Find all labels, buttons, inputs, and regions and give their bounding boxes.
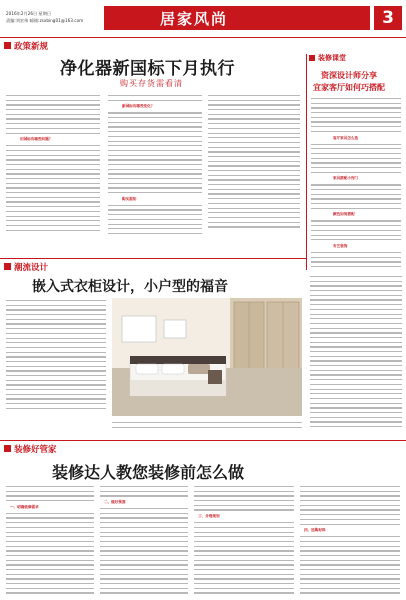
sidebar-subhead-1: 客厅家具怎么选 xyxy=(333,135,359,140)
policy-subhead-3: 购买需知 xyxy=(122,196,137,201)
page-number: 3 xyxy=(374,6,402,30)
bedroom-wardrobe-photo xyxy=(112,298,302,416)
decor-text-col2 xyxy=(100,486,188,597)
section-label-decor: 装修好管家 xyxy=(4,443,57,454)
design-text-col1 xyxy=(6,300,106,413)
policy-subhead: 购买存货需看清 xyxy=(120,79,183,88)
policy-text-col1 xyxy=(6,95,100,234)
design-headline: 嵌入式衣柜设计，小户型的福音 xyxy=(32,279,228,295)
masthead xyxy=(0,0,406,34)
decor-subhead-4: 四、选购材料 xyxy=(304,528,326,533)
sidebar xyxy=(306,54,405,270)
masthead-date: 2016年2月26日 星期日 xyxy=(6,11,52,16)
policy-subhead-1: 旧国标有哪些问题？ xyxy=(20,137,53,142)
design-text-col3 xyxy=(310,276,402,431)
decor-text-col3 xyxy=(194,486,294,597)
sidebar-subhead-2: 家具搭配小窍门 xyxy=(333,176,359,181)
decor-subhead-2: 二、做好预算 xyxy=(104,500,126,505)
section-title-bar xyxy=(104,6,370,30)
decor-text-col4 xyxy=(300,486,400,597)
policy-text-col2 xyxy=(108,95,202,238)
sidebar-subhead-4: 布艺装饰 xyxy=(333,243,348,248)
masthead-editor: 责编:刘宏伟 邮箱:zsxbing01@163.com xyxy=(6,18,84,23)
sidebar-label: 装修课堂 xyxy=(309,53,346,63)
decor-subhead-3: 三、合理规划 xyxy=(198,514,220,519)
section-title: 居家风尚 xyxy=(160,10,229,28)
sidebar-subhead-3: 颜色如何搭配 xyxy=(333,212,355,217)
section-label-policy: 政策新规 xyxy=(4,40,48,51)
decor-text-col1 xyxy=(6,486,94,597)
policy-subhead-2: 新国标有哪些变化？ xyxy=(122,104,155,109)
sidebar-headline-2: 宜家客厅如何巧搭配 xyxy=(313,83,385,92)
decor-subhead-1: 一、明确装修需求 xyxy=(10,504,39,509)
sidebar-text xyxy=(311,98,401,271)
policy-text-col3 xyxy=(208,95,300,231)
policy-headline: 净化器新国标下月执行 xyxy=(60,59,235,79)
decor-headline: 装修达人教您装修前怎么做 xyxy=(52,463,245,482)
section-label-design: 潮流设计 xyxy=(4,261,48,272)
design-text-col2 xyxy=(112,422,302,431)
sidebar-headline-1: 资深设计师分享 xyxy=(321,71,377,80)
